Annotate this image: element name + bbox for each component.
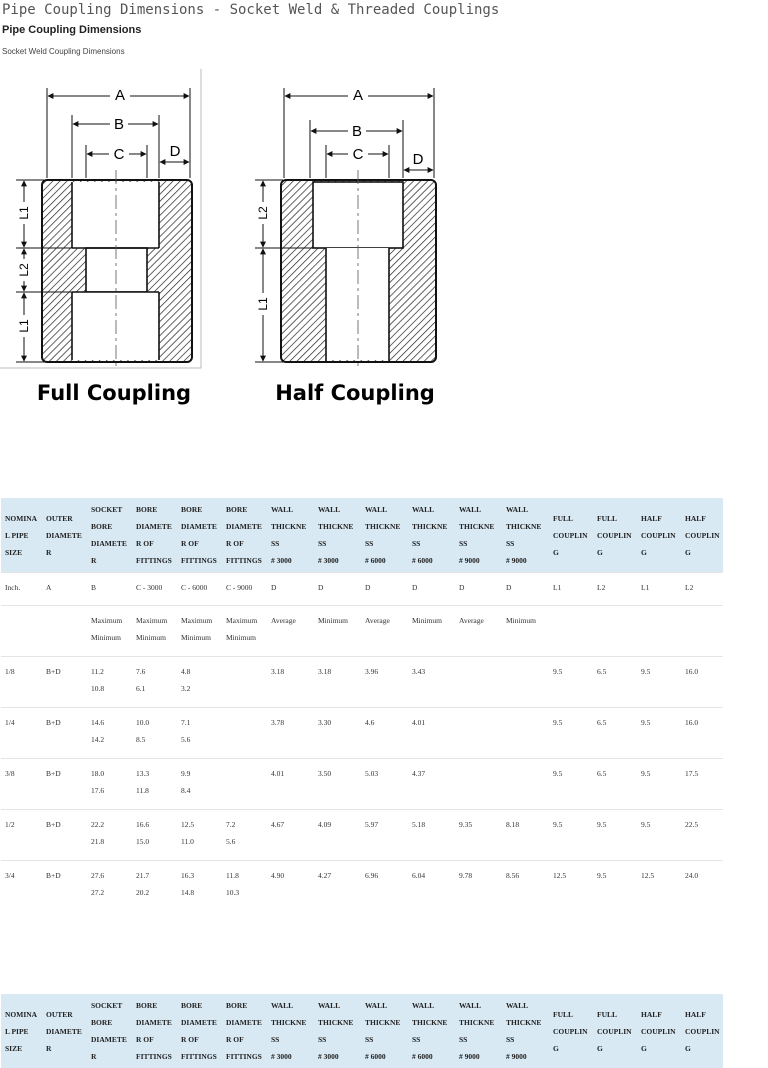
table-cell: 22.2 21.8 (87, 810, 132, 861)
table-header-row (1, 498, 723, 573)
symbol-cell: A (42, 573, 87, 606)
table-cell: 1/2 (1, 810, 42, 861)
table-cell (222, 708, 267, 759)
table-cell: B+D (42, 759, 87, 810)
coupling-diagram (0, 66, 440, 411)
table-cell: 4.90 (267, 861, 314, 912)
column-header: FULL COUPLIN G (549, 498, 593, 573)
full-label-c: C (113, 146, 125, 163)
table-cell: 4.09 (314, 810, 361, 861)
table-cell: 6.04 (408, 861, 455, 912)
column-header: HALF COUPLIN G (681, 498, 723, 573)
table-cell: 18.0 17.6 (87, 759, 132, 810)
symbol-cell: Inch. (1, 573, 42, 606)
table-cell: 16.0 (681, 708, 723, 759)
symbol-cell: L1 (549, 573, 593, 606)
socket-weld-dimensions-table (1, 498, 723, 911)
table-cell: 4.8 3.2 (177, 657, 222, 708)
symbol-cell: D (455, 573, 502, 606)
symbol-cell: D (502, 573, 549, 606)
table-cell: 9.5 (549, 759, 593, 810)
table-cell: 3.18 (267, 657, 314, 708)
table-cell: 3.30 (314, 708, 361, 759)
table-cell: 3.50 (314, 759, 361, 810)
column-header: HALF COUPLIN G (637, 498, 681, 573)
table-cell: 9.5 (593, 861, 637, 912)
figure-caption: Socket Weld Coupling Dimensions (2, 47, 125, 56)
column-header: BORE DIAMETE R OF FITTINGS (132, 498, 177, 573)
limit-cell: Maximum Minimum (177, 606, 222, 657)
table-cell: 16.0 (681, 657, 723, 708)
table-row (1, 708, 723, 759)
table-cell: 1/4 (1, 708, 42, 759)
symbol-cell: D (314, 573, 361, 606)
table-cell: 3.43 (408, 657, 455, 708)
limit-cell (637, 606, 681, 657)
table-cell: 24.0 (681, 861, 723, 912)
column-header: WALL THICKNE SS # 6000 (361, 498, 408, 573)
symbol-cell: L2 (593, 573, 637, 606)
full-label-b: B (113, 116, 125, 133)
limits-row (1, 606, 723, 657)
symbol-cell: L2 (681, 573, 723, 606)
column-header: SOCKET BORE DIAMETE R (87, 994, 132, 1068)
table-cell: 6.5 (593, 759, 637, 810)
column-header: FULL COUPLIN G (593, 994, 637, 1068)
column-header: BORE DIAMETE R OF FITTINGS (222, 994, 267, 1068)
full-coupling-caption: Full Coupling (36, 381, 192, 405)
column-header: BORE DIAMETE R OF FITTINGS (177, 994, 222, 1068)
table-cell: 4.01 (267, 759, 314, 810)
table-cell: 9.5 (637, 708, 681, 759)
table-cell: 7.1 5.6 (177, 708, 222, 759)
column-header: WALL THICKNE SS # 6000 (408, 498, 455, 573)
limit-cell: Maximum Minimum (132, 606, 177, 657)
table-cell (222, 759, 267, 810)
column-header: BORE DIAMETE R OF FITTINGS (177, 498, 222, 573)
table-cell: 5.18 (408, 810, 455, 861)
half-label-a: A (352, 87, 364, 104)
table-cell: 17.5 (681, 759, 723, 810)
table-cell: 9.5 (637, 657, 681, 708)
column-header: FULL COUPLIN G (593, 498, 637, 573)
table-cell: 9.5 (637, 759, 681, 810)
column-header: HALF COUPLIN G (637, 994, 681, 1068)
table-cell: 5.03 (361, 759, 408, 810)
symbol-row (1, 573, 723, 606)
section-title: Pipe Coupling Dimensions (2, 24, 142, 36)
column-header: WALL THICKNE SS # 3000 (314, 498, 361, 573)
column-header: WALL THICKNE SS # 9000 (455, 498, 502, 573)
table-cell: 9.5 (549, 657, 593, 708)
table-cell (455, 708, 502, 759)
limit-cell (681, 606, 723, 657)
symbol-cell: D (408, 573, 455, 606)
table-cell: 4.6 (361, 708, 408, 759)
limit-cell (549, 606, 593, 657)
table-cell: 9.5 (549, 708, 593, 759)
table-cell: 4.01 (408, 708, 455, 759)
symbol-cell: C - 6000 (177, 573, 222, 606)
table-row (1, 810, 723, 861)
table-cell (455, 657, 502, 708)
column-header: BORE DIAMETE R OF FITTINGS (132, 994, 177, 1068)
table-cell: 3.78 (267, 708, 314, 759)
table-cell: B+D (42, 708, 87, 759)
table-cell: 9.5 (593, 810, 637, 861)
table-cell: 9.5 (549, 810, 593, 861)
table-cell: 11.8 10.3 (222, 861, 267, 912)
symbol-cell: C - 3000 (132, 573, 177, 606)
half-label-l2: L2 (256, 206, 270, 220)
limit-cell: Average (361, 606, 408, 657)
half-label-c: C (352, 146, 364, 163)
limit-cell: Average (455, 606, 502, 657)
table-cell: 7.2 5.6 (222, 810, 267, 861)
limit-cell (1, 606, 42, 657)
column-header: NOMINA L PIPE SIZE (1, 994, 42, 1068)
full-label-l1-top: L1 (17, 206, 31, 220)
table-cell (222, 657, 267, 708)
table-row (1, 759, 723, 810)
table-cell: 4.37 (408, 759, 455, 810)
table-cell: 9.5 (637, 810, 681, 861)
limit-cell: Minimum (408, 606, 455, 657)
table-cell (502, 759, 549, 810)
table-row (1, 861, 723, 912)
table-cell (502, 708, 549, 759)
table-header-row (1, 994, 723, 1068)
table-cell: 6.96 (361, 861, 408, 912)
column-header: WALL THICKNE SS # 3000 (267, 994, 314, 1068)
column-header: OUTER DIAMETE R (42, 498, 87, 573)
half-label-d: D (412, 151, 424, 168)
table-cell: 12.5 (637, 861, 681, 912)
page-title: Pipe Coupling Dimensions - Socket Weld & Threaded Couplings (2, 2, 500, 18)
table-cell: 7.6 6.1 (132, 657, 177, 708)
column-header: WALL THICKNE SS # 6000 (408, 994, 455, 1068)
half-label-l1: L1 (256, 297, 270, 311)
symbol-cell: C - 9000 (222, 573, 267, 606)
table-cell: 9.78 (455, 861, 502, 912)
half-coupling-drawing (254, 85, 436, 405)
full-label-l2: L2 (17, 263, 31, 277)
table-cell: 6.5 (593, 708, 637, 759)
symbol-cell: L1 (637, 573, 681, 606)
column-header: WALL THICKNE SS # 9000 (455, 994, 502, 1068)
column-header: WALL THICKNE SS # 9000 (502, 994, 549, 1068)
table-cell: 14.6 14.2 (87, 708, 132, 759)
table-row (1, 657, 723, 708)
column-header: WALL THICKNE SS # 6000 (361, 994, 408, 1068)
table-cell: 4.27 (314, 861, 361, 912)
limit-cell (42, 606, 87, 657)
column-header: WALL THICKNE SS # 9000 (502, 498, 549, 573)
symbol-cell: B (87, 573, 132, 606)
table-cell: 12.5 11.0 (177, 810, 222, 861)
half-coupling-caption: Half Coupling (275, 381, 435, 405)
table-cell: 16.6 15.0 (132, 810, 177, 861)
table-cell: 13.3 11.8 (132, 759, 177, 810)
table-cell (502, 657, 549, 708)
threaded-dimensions-table (1, 994, 723, 1068)
symbol-cell: D (361, 573, 408, 606)
column-header: SOCKET BORE DIAMETE R (87, 498, 132, 573)
full-label-l1-bottom: L1 (17, 319, 31, 333)
table-cell: B+D (42, 810, 87, 861)
table-cell: 9.35 (455, 810, 502, 861)
table-cell: 3/4 (1, 861, 42, 912)
table-cell: 3.96 (361, 657, 408, 708)
table-cell: 11.2 10.8 (87, 657, 132, 708)
table-cell: 6.5 (593, 657, 637, 708)
half-label-b: B (351, 123, 363, 140)
table-cell: 16.3 14.8 (177, 861, 222, 912)
table-cell (455, 759, 502, 810)
column-header: HALF COUPLIN G (681, 994, 723, 1068)
table-cell: B+D (42, 861, 87, 912)
table-cell: 4.67 (267, 810, 314, 861)
table-cell: 1/8 (1, 657, 42, 708)
table-cell: 21.7 20.2 (132, 861, 177, 912)
full-coupling-drawing (15, 85, 192, 405)
table-cell: 12.5 (549, 861, 593, 912)
table-cell: B+D (42, 657, 87, 708)
limit-cell (593, 606, 637, 657)
column-header: FULL COUPLIN G (549, 994, 593, 1068)
table-cell: 3.18 (314, 657, 361, 708)
table-cell: 5.97 (361, 810, 408, 861)
limit-cell: Maximum Minimum (87, 606, 132, 657)
table-cell: 8.18 (502, 810, 549, 861)
table-cell: 22.5 (681, 810, 723, 861)
column-header: WALL THICKNE SS # 3000 (314, 994, 361, 1068)
column-header: WALL THICKNE SS # 3000 (267, 498, 314, 573)
full-label-a: A (114, 87, 126, 104)
column-header: BORE DIAMETE R OF FITTINGS (222, 498, 267, 573)
limit-cell: Maximum Minimum (222, 606, 267, 657)
limit-cell: Minimum (502, 606, 549, 657)
table-cell: 8.56 (502, 861, 549, 912)
column-header: NOMINA L PIPE SIZE (1, 498, 42, 573)
table-cell: 9.9 8.4 (177, 759, 222, 810)
table-cell: 3/8 (1, 759, 42, 810)
table-cell: 10.0 8.5 (132, 708, 177, 759)
symbol-cell: D (267, 573, 314, 606)
column-header: OUTER DIAMETE R (42, 994, 87, 1068)
table-cell: 27.6 27.2 (87, 861, 132, 912)
full-label-d: D (169, 143, 181, 160)
limit-cell: Average (267, 606, 314, 657)
limit-cell: Minimum (314, 606, 361, 657)
